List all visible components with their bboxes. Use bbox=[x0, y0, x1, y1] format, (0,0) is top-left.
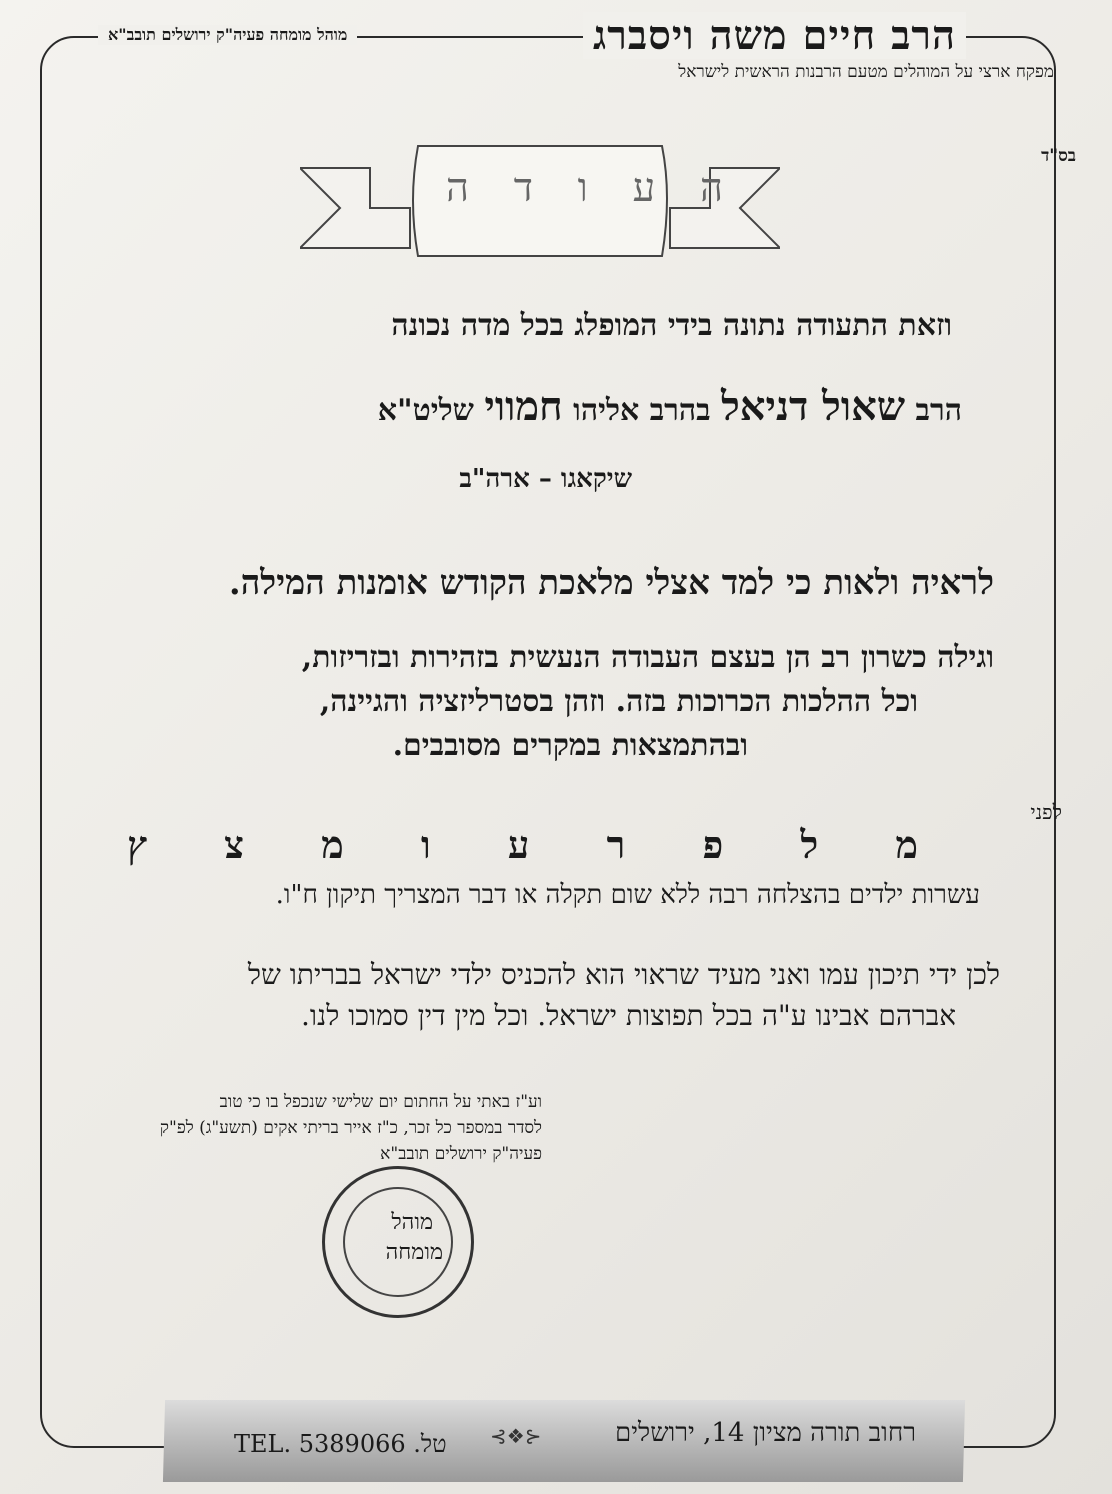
phone-label-he: טל. bbox=[413, 1430, 447, 1458]
certificate-intro: וזאת התעודה נתונה בידי המופלג בכל מדה נכונה bbox=[391, 308, 952, 343]
stamp-line-1: מוהל bbox=[391, 1210, 433, 1235]
banner-title: ה ע ו ד ה bbox=[446, 165, 739, 211]
tens-of-children-line: עשרות ילדים בהצלחה רבה ללא שום תקלה או דבר המצריך תיקון ח"ו. bbox=[275, 880, 980, 910]
before-label: לפני bbox=[1030, 800, 1062, 824]
footer-phone bbox=[234, 1430, 447, 1459]
phone-number: 5389066 bbox=[298, 1430, 406, 1458]
phone-label-en: TEL. bbox=[234, 1430, 292, 1458]
recipient-surname: חמווי bbox=[484, 383, 563, 430]
rabbi-name-header: הרב חיים משה ויסברג bbox=[583, 12, 966, 59]
recipient-location: שיקאגו – ארה"ב bbox=[459, 464, 632, 494]
footer-ornament-icon: ⊰❖⊱ bbox=[490, 1424, 542, 1448]
body-paragraph-2: וגילה כשרון רב הן בעצם העבודה הנעשית בזהירות ובזריזות, bbox=[301, 640, 994, 675]
mohel-note: מוהל מומחה פעיה"ק ירושלים תובב"א bbox=[98, 25, 357, 45]
stamp-line-2: מומחה bbox=[385, 1240, 443, 1265]
spaced-letters: מ ל פ ר ע ו מ צ ץ bbox=[127, 822, 936, 867]
signature-line-1: וע"ז באתי על החתום יום שלישי שנכפל בו כי טוב bbox=[219, 1092, 542, 1112]
recipient-prefix: הרב bbox=[915, 393, 962, 428]
recipient-line bbox=[378, 383, 962, 430]
signature-line-3: פעיה"ק ירושלים תובב"א bbox=[380, 1144, 542, 1164]
body-paragraph-6: אברהם אבינו ע"ה בכל תפוצות ישראל. וכל מין דין סמוכו לנו. bbox=[301, 999, 956, 1032]
rabbi-title-subtitle: מפקח ארצי על המוהלים מטעם הרבנות הראשית לישראל bbox=[678, 62, 1054, 82]
body-paragraph-3: וכל ההלכות הכרוכות בזה. וזהן בסטרליזציה והגיינה, bbox=[319, 684, 918, 719]
official-stamp bbox=[322, 1166, 474, 1318]
body-paragraph-5: לכן ידי תיכון עמו ואני מעיד שראוי הוא להכניס ילדי ישראל בבריתו של bbox=[247, 958, 1000, 991]
bsd-mark: בס"ד bbox=[1041, 146, 1076, 166]
footer-address: רחוב תורה מציון 14, ירושלים bbox=[615, 1418, 916, 1448]
recipient-name: שאול דניאל bbox=[721, 383, 906, 430]
recipient-father: בהרב אליהו bbox=[573, 393, 711, 428]
body-paragraph-4: ובהתמצאות במקרים מסובבים. bbox=[392, 728, 748, 763]
recipient-suffix: שליט"א bbox=[377, 393, 474, 428]
body-paragraph-1: לראיה ולאות כי למד אצלי מלאכת הקודש אומנות המילה. bbox=[228, 563, 994, 603]
signature-line-2: לסדר במספר כל זכר, כ"ז אייר בריתי אקים (תשע"ג) לפ"ק bbox=[159, 1118, 542, 1138]
